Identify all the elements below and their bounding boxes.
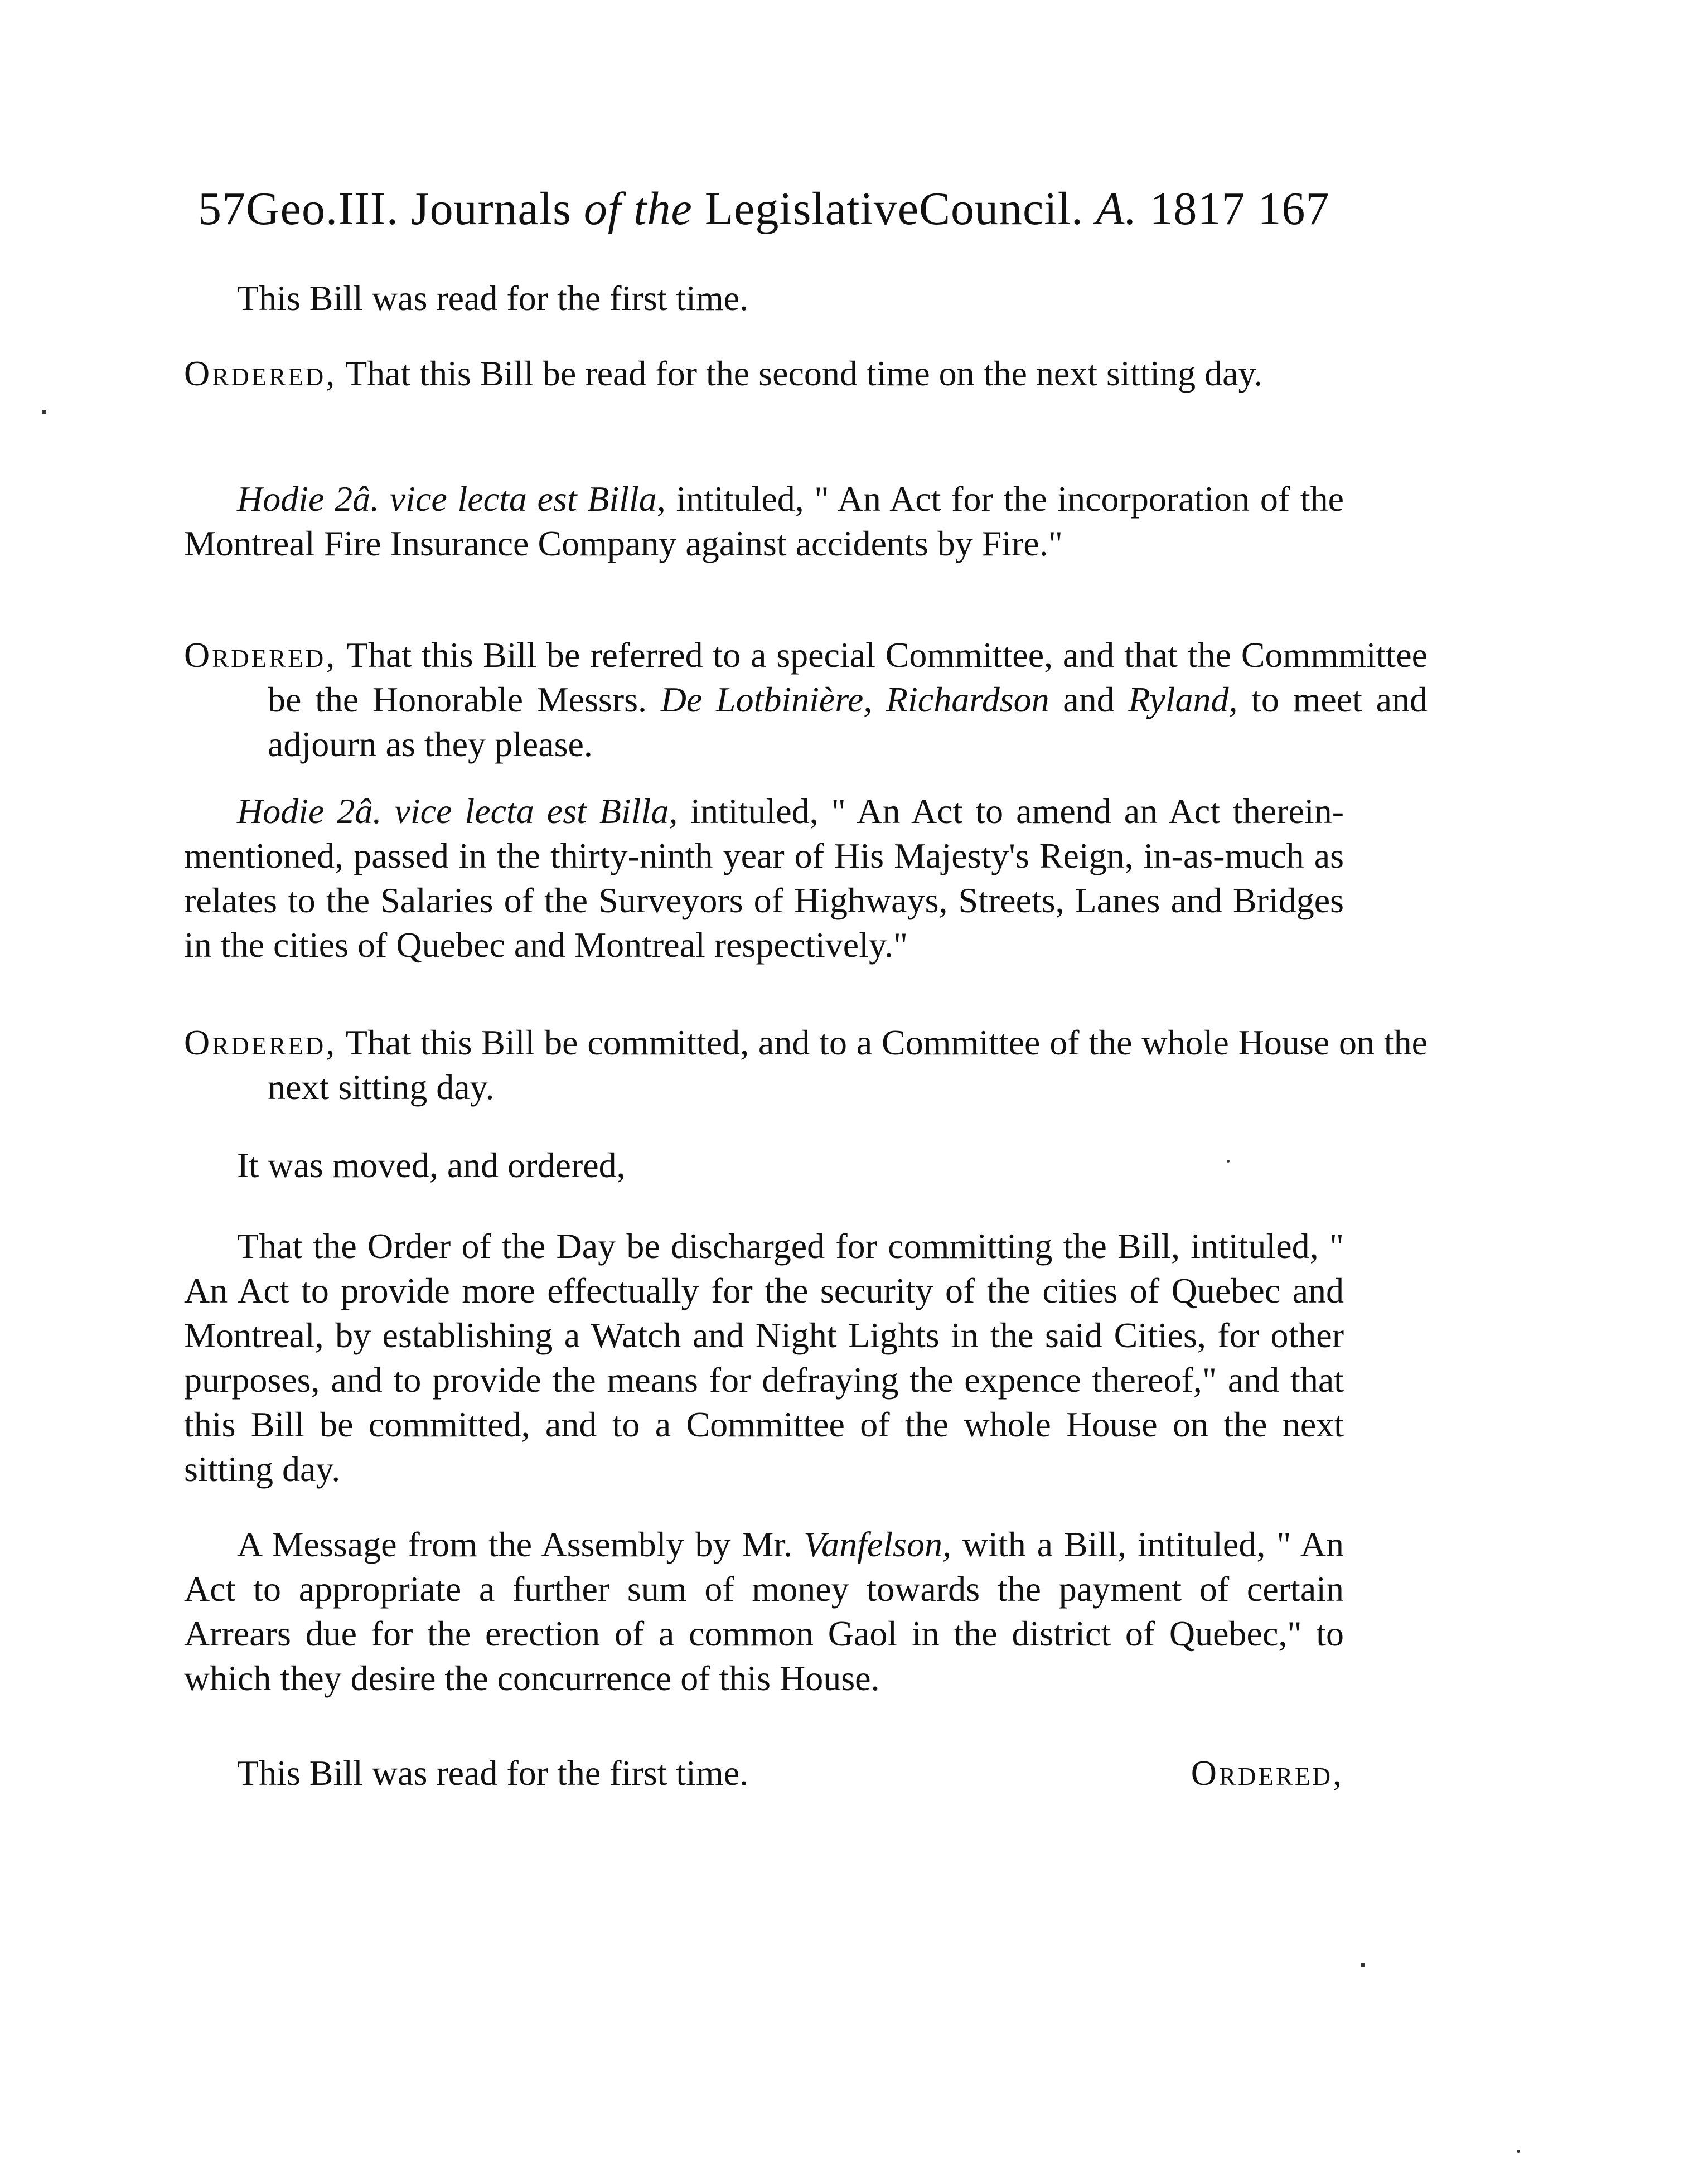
latin-formula: Hodie 2â. vice lecta est Billa, bbox=[237, 791, 678, 831]
ordered-label: Ordered, bbox=[184, 354, 337, 393]
order-of-day-text: That the Order of the Day be discharged for committing the Bill, intituled, " An Act to provide more effectually for the security of the cities of Quebec and Montreal, by establishing a Watch and Night Lights in the said Cities, for other purposes, and to provide the means for defraying the expence thereof," and that this Bill be committed, and to a Committee of the whole House on the next sitting day. bbox=[184, 1226, 1344, 1489]
paragraph-special-committee bbox=[184, 633, 1428, 767]
speck bbox=[1517, 2150, 1520, 2153]
ordered-text: That this Bill be read for the second time on the next sitting day. bbox=[345, 354, 1263, 393]
first-reading-text: This Bill was read for the first time. bbox=[237, 1753, 749, 1793]
member-name: Ryland, bbox=[1128, 680, 1238, 719]
paragraph-first-reading bbox=[184, 276, 1344, 321]
latin-formula: Hodie 2â. vice lecta est Billa, bbox=[237, 479, 666, 519]
member-name: Vanfelson, bbox=[804, 1524, 951, 1564]
bill-title-text: intituled, " An Act to amend an Act therein-mentioned, passed in the thirty-ninth year of His Majesty's Reign, in-as-much as relates to the Salaries of the Surveyors of Highways, Streets, Lanes and Bridges in the cities of Quebec and Montreal respectively." bbox=[184, 791, 1344, 965]
header-journals: Journals bbox=[410, 183, 572, 235]
paragraph-ordered-second-reading bbox=[184, 351, 1428, 396]
catchword: Ordered, bbox=[1191, 1753, 1344, 1793]
paragraph-hodie-fire-insurance bbox=[184, 477, 1344, 566]
ordered-label: Ordered, bbox=[184, 635, 337, 675]
header-anno: A. bbox=[1096, 183, 1138, 235]
first-reading-text: This Bill was read for the first time. bbox=[237, 278, 749, 318]
speck bbox=[1361, 1963, 1365, 1967]
bill-title-text: intituled, " An Act for the incorporation of the Montreal Fire Insurance Company against accidents by Fire." bbox=[184, 479, 1344, 563]
paragraph-last-first-reading bbox=[184, 1751, 1344, 1795]
header-council: LegislativeCouncil. bbox=[704, 183, 1084, 235]
header-reign: 57Geo.III. bbox=[198, 183, 399, 235]
page-number: 167 bbox=[1257, 183, 1330, 235]
running-header bbox=[198, 178, 1341, 240]
member-name: Richardson bbox=[886, 680, 1049, 719]
header-of-the: of the bbox=[583, 183, 693, 235]
speck bbox=[42, 410, 46, 414]
committee-text: That this Bill be referred to a special Committee, and that the Commmittee be the Honorable Messrs. bbox=[268, 635, 1428, 719]
committed-text: That this Bill be committed, and to a Committee of the whole House on the next sitting day. bbox=[268, 1023, 1428, 1107]
committee-text-end: to meet and adjourn as they please. bbox=[268, 680, 1428, 764]
message-text-end: with a Bill, intituled, " An Act to appropriate a further sum of money towards the payment of certain Arrears due for the erection of a common Gaol in the district of Quebec," to which they desire the concurrence of this House. bbox=[184, 1524, 1344, 1698]
member-name: De Lotbinière, bbox=[660, 680, 873, 719]
paragraph-moved-ordered bbox=[184, 1143, 1344, 1188]
paragraph-message-assembly bbox=[184, 1522, 1344, 1701]
paragraph-order-of-day bbox=[184, 1224, 1344, 1492]
speck bbox=[1227, 1160, 1230, 1163]
header-year: 1817 bbox=[1149, 183, 1246, 235]
message-text: A Message from the Assembly by Mr. bbox=[237, 1524, 793, 1564]
paragraph-hodie-surveyors bbox=[184, 789, 1344, 967]
ordered-label: Ordered, bbox=[184, 1023, 337, 1062]
conjunction: and bbox=[1063, 680, 1115, 719]
paragraph-committed bbox=[184, 1020, 1428, 1110]
moved-text: It was moved, and ordered, bbox=[237, 1145, 626, 1185]
